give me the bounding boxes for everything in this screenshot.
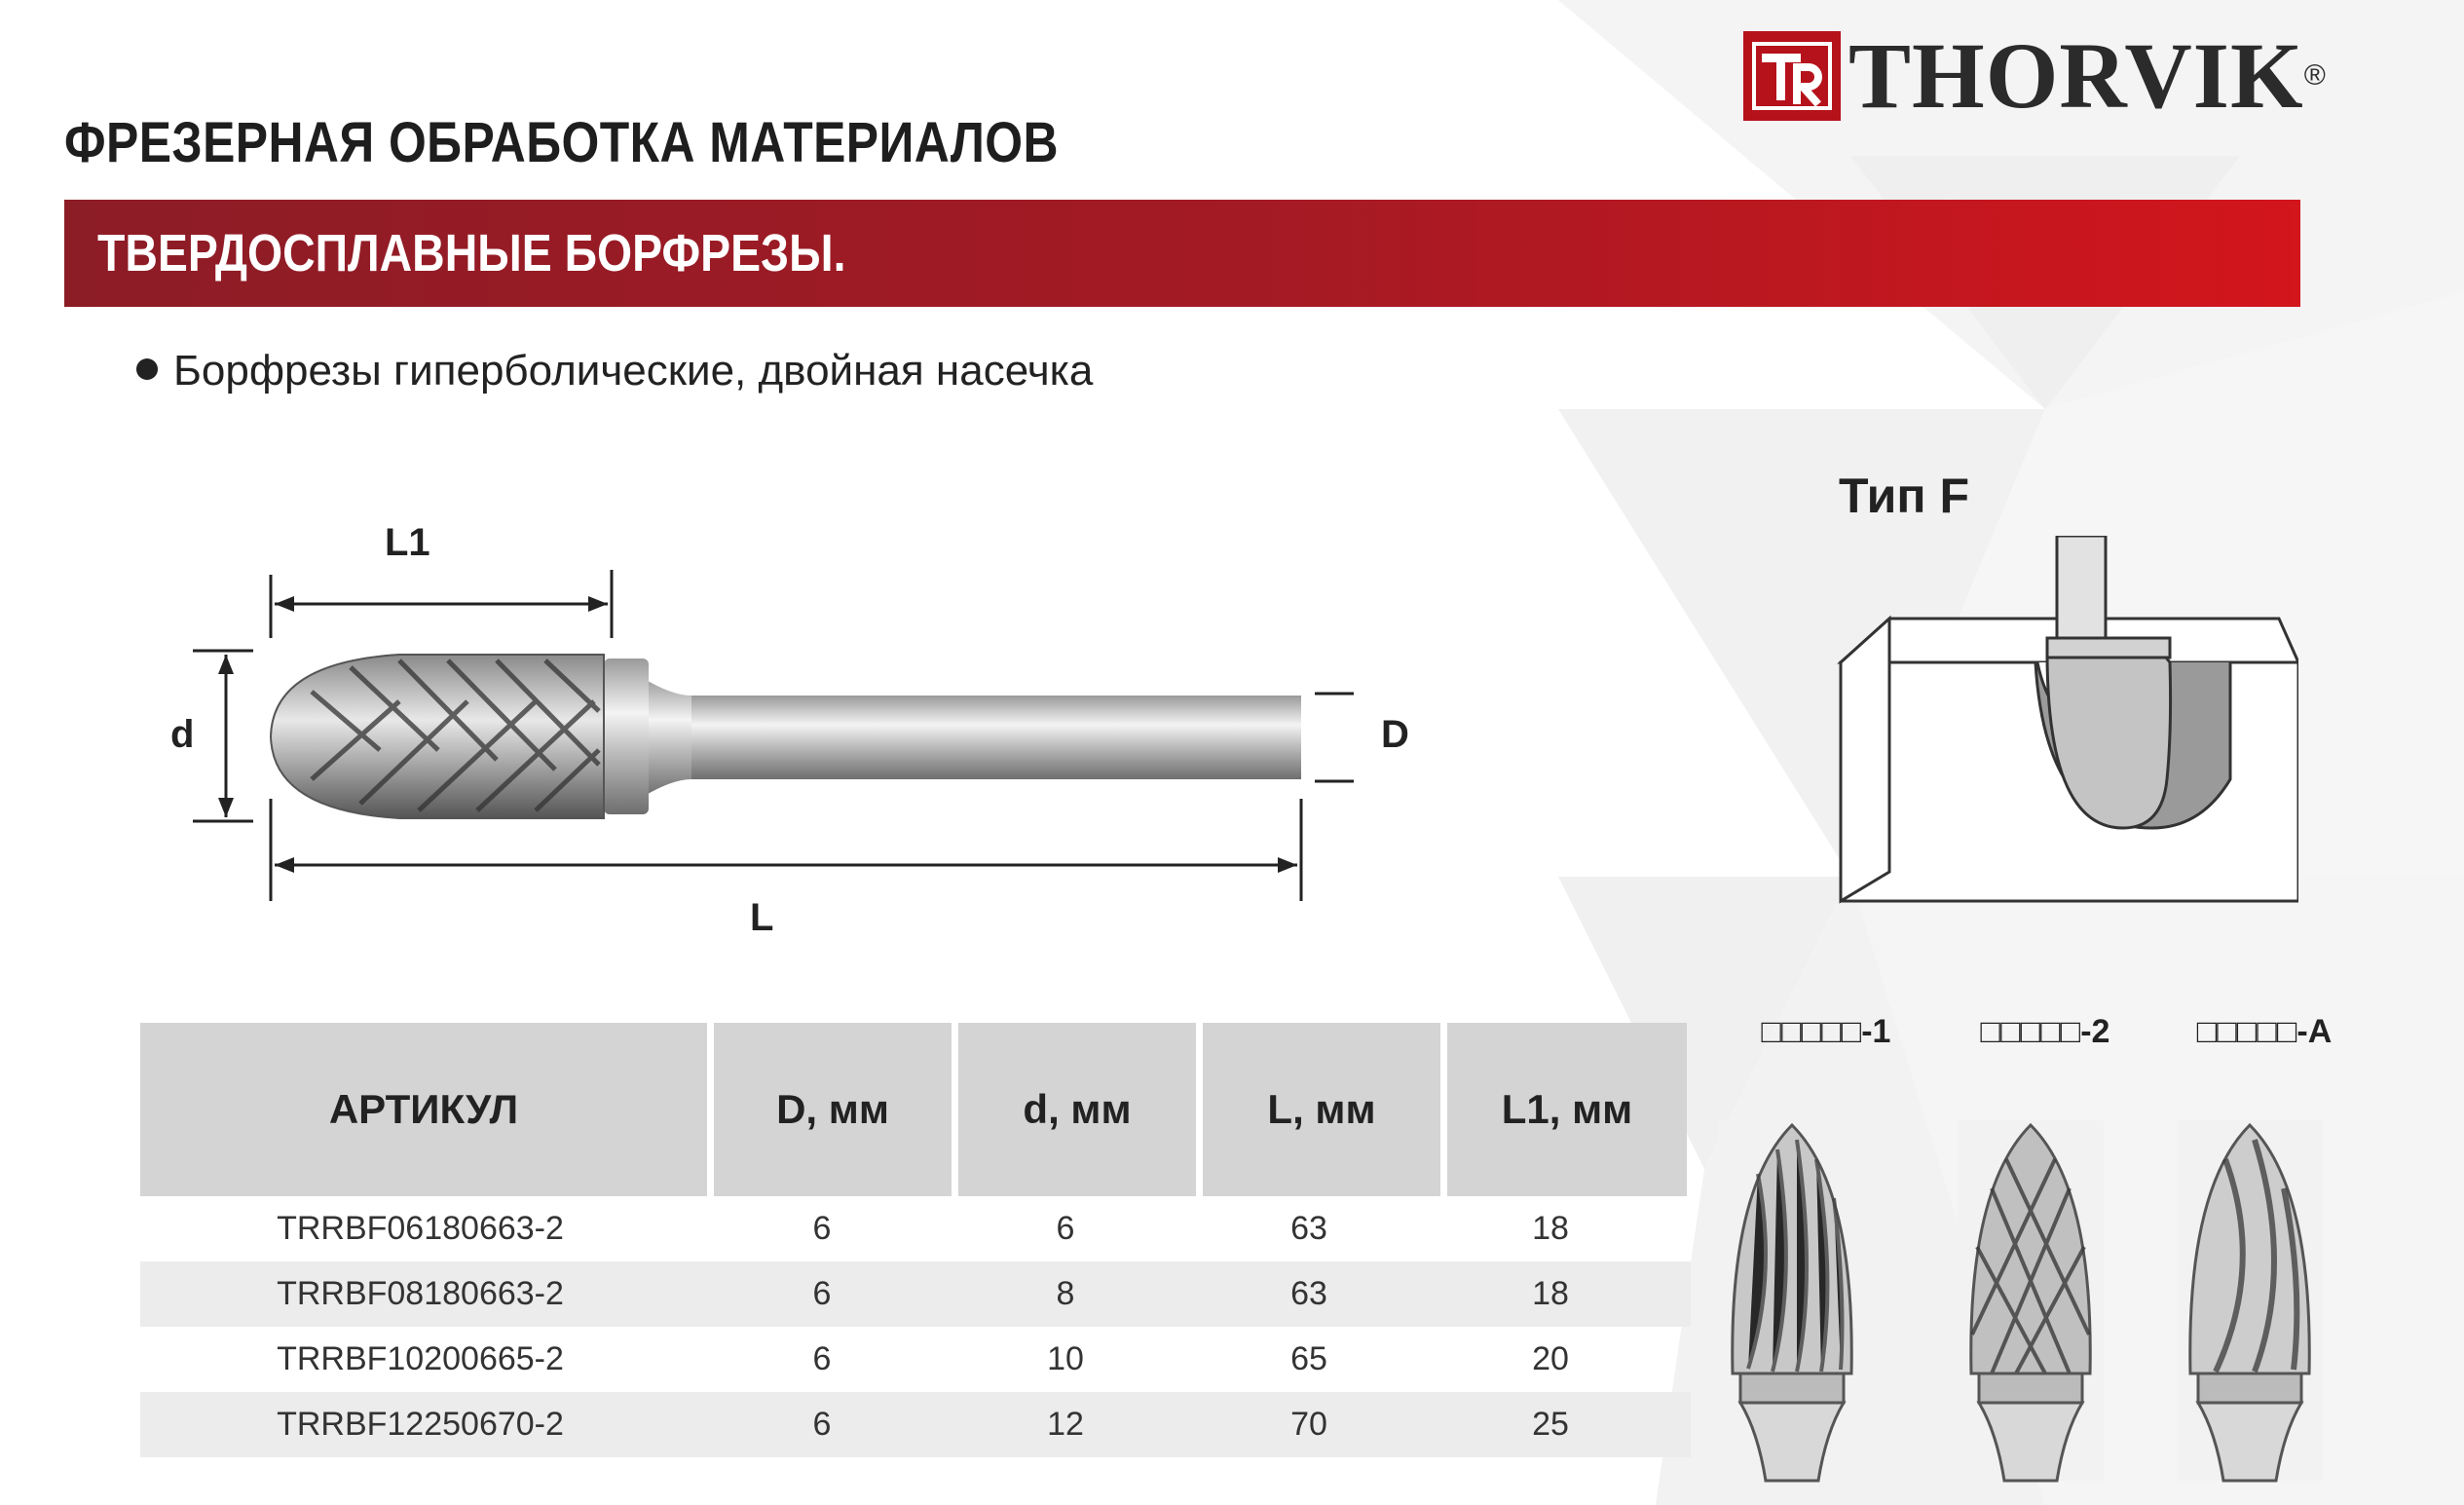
brand-name: THORVIK (1848, 23, 2304, 128)
column-header-article: АРТИКУЛ (140, 1023, 707, 1196)
cell-L1: 20 (1532, 1340, 1569, 1377)
cell-d: 10 (1047, 1340, 1084, 1377)
single-cut-burr-icon (1719, 1081, 1933, 1490)
table-row (140, 1261, 1691, 1327)
brand-logo (1743, 23, 2326, 128)
section-banner (64, 200, 2300, 307)
variant-label: □□□□□-A (2196, 1013, 2333, 1050)
bullet-text: Борфрезы гиперболические, двойная насечка (173, 347, 1094, 395)
column-header-d: d, мм (958, 1023, 1196, 1196)
cell-L: 65 (1290, 1340, 1327, 1377)
type-f-usage-diagram (1831, 536, 2298, 911)
column-header-D: D, мм (714, 1023, 952, 1196)
cell-article: TRRBF12250670-2 (277, 1406, 564, 1443)
burr-dimension-diagram (146, 507, 1409, 959)
variant-1 (1719, 1013, 1933, 1051)
column-header-L: L, мм (1203, 1023, 1440, 1196)
cell-article: TRRBF06180663-2 (277, 1210, 564, 1247)
variant-A (2157, 1013, 2371, 1051)
cell-L1: 18 (1532, 1275, 1569, 1312)
table-row (140, 1196, 1691, 1261)
cell-L: 63 (1290, 1275, 1327, 1312)
dim-label-d: d (170, 713, 195, 756)
dim-label-L: L (750, 896, 774, 939)
cell-D: 6 (812, 1275, 832, 1312)
cell-article: TRRBF08180663-2 (277, 1275, 564, 1312)
cell-L: 70 (1290, 1406, 1327, 1443)
double-cut-burr-icon (1938, 1081, 2152, 1490)
feature-bullet (136, 347, 1093, 395)
cell-L: 63 (1290, 1210, 1327, 1247)
table-row (140, 1392, 1691, 1457)
cell-D: 6 (812, 1340, 832, 1377)
cell-L1: 18 (1532, 1210, 1569, 1247)
dim-label-D: D (1381, 713, 1409, 756)
cell-d: 6 (1056, 1210, 1075, 1247)
registered-mark: ® (2303, 59, 2326, 92)
cell-d: 8 (1056, 1275, 1075, 1312)
aluminium-cut-burr-icon (2157, 1081, 2371, 1490)
variant-label: □□□□□-1 (1761, 1013, 1891, 1050)
type-title: Тип F (1839, 469, 1970, 523)
bullet-icon (136, 358, 158, 380)
banner-title: ТВЕРДОСПЛАВНЫЕ БОРФРЕЗЫ. (97, 224, 846, 282)
tr-logo-icon (1743, 31, 1841, 121)
cell-d: 12 (1047, 1406, 1084, 1443)
cell-D: 6 (812, 1406, 832, 1443)
variant-label: □□□□□-2 (1980, 1013, 2110, 1050)
page-title: ФРЕЗЕРНАЯ ОБРАБОТКА МАТЕРИАЛОВ (64, 111, 1059, 174)
cell-article: TRRBF10200665-2 (277, 1340, 564, 1377)
dim-label-l1: L1 (385, 521, 430, 564)
table-row (140, 1327, 1691, 1392)
spec-table (140, 1023, 1691, 1457)
table-header (140, 1023, 1691, 1196)
cell-D: 6 (812, 1210, 832, 1247)
cell-L1: 25 (1532, 1406, 1569, 1443)
column-header-L1: L1, мм (1447, 1023, 1687, 1196)
variant-2 (1938, 1013, 2152, 1051)
burr-drawing (146, 507, 1354, 955)
